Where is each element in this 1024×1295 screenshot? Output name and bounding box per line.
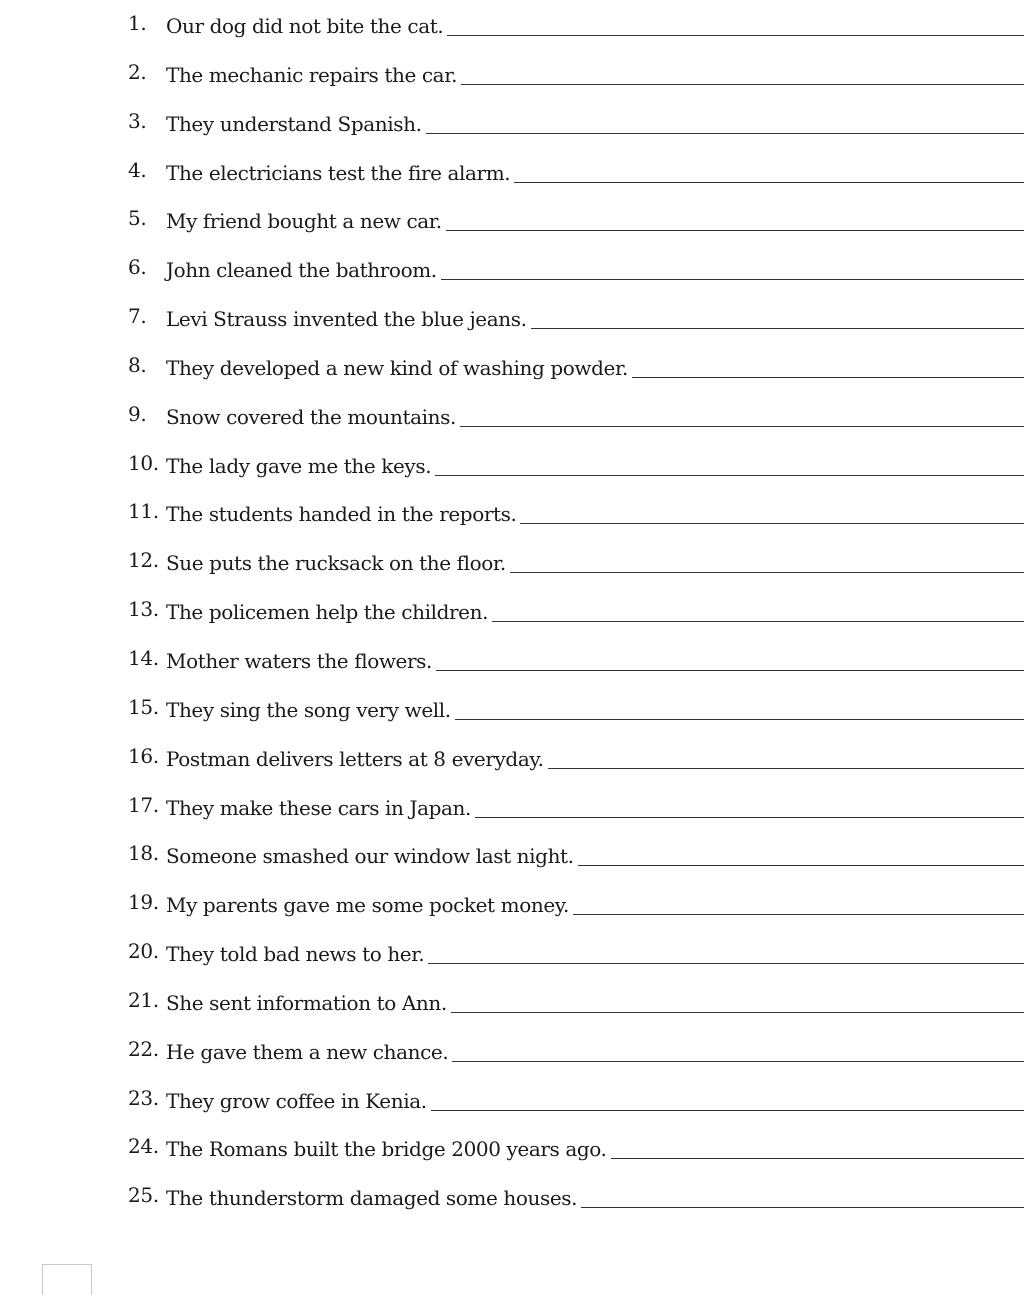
list-item xyxy=(0,201,1024,250)
item-number: 23. xyxy=(128,1085,159,1110)
list-item xyxy=(0,934,1024,983)
answer-blank[interactable] xyxy=(492,620,1024,622)
item-number: 18. xyxy=(128,841,159,866)
item-number: 1. xyxy=(128,11,147,35)
item-line xyxy=(166,939,1024,966)
item-line xyxy=(166,744,1024,771)
item-line xyxy=(166,988,1024,1015)
item-sentence: They grow coffee in Kenia. xyxy=(166,1088,427,1113)
item-sentence: My parents gave me some pocket money. xyxy=(166,893,569,918)
item-sentence: The mechanic repairs the car. xyxy=(166,62,458,87)
answer-blank[interactable] xyxy=(573,913,1024,915)
item-number: 7. xyxy=(128,304,147,329)
item-number: 19. xyxy=(128,890,159,915)
answer-blank[interactable] xyxy=(531,327,1024,329)
answer-blank[interactable] xyxy=(428,962,1024,964)
item-line xyxy=(166,206,1024,233)
item-sentence: The lady gave me the keys. xyxy=(166,453,432,478)
item-number: 9. xyxy=(128,401,147,426)
item-sentence: The students handed in the reports. xyxy=(166,502,517,527)
list-item xyxy=(0,739,1024,788)
item-line xyxy=(166,353,1024,380)
item-line xyxy=(166,1183,1024,1210)
answer-blank[interactable] xyxy=(441,278,1024,280)
answer-blank[interactable] xyxy=(520,522,1024,524)
answer-blank[interactable] xyxy=(514,181,1024,183)
list-item xyxy=(0,397,1024,446)
list-item xyxy=(0,983,1024,1032)
item-line xyxy=(166,11,1024,38)
list-item xyxy=(0,299,1024,348)
list-item xyxy=(0,250,1024,299)
item-sentence: They developed a new kind of washing powder. xyxy=(166,355,628,380)
list-item xyxy=(0,543,1024,592)
list-item xyxy=(0,104,1024,153)
item-sentence: My friend bought a new car. xyxy=(166,209,442,234)
answer-blank[interactable] xyxy=(548,767,1024,769)
item-sentence: They understand Spanish. xyxy=(166,111,422,136)
answer-blank[interactable] xyxy=(431,1109,1024,1111)
exercise-list xyxy=(0,6,1024,1227)
list-item xyxy=(0,592,1024,641)
item-sentence: Mother waters the flowers. xyxy=(166,648,432,673)
item-line xyxy=(166,402,1024,429)
item-number: 3. xyxy=(128,108,147,133)
item-line xyxy=(166,1134,1024,1161)
item-sentence: Our dog did not bite the cat. xyxy=(166,14,444,38)
item-sentence: He gave them a new chance. xyxy=(166,1039,449,1064)
item-line xyxy=(166,695,1024,722)
item-sentence: Sue puts the rucksack on the floor. xyxy=(166,551,506,576)
item-sentence: Snow covered the mountains. xyxy=(166,404,456,429)
item-sentence: John cleaned the bathroom. xyxy=(166,258,437,283)
answer-blank[interactable] xyxy=(435,474,1024,476)
item-line xyxy=(166,60,1024,87)
item-sentence: The policemen help the children. xyxy=(166,600,489,625)
item-sentence: They sing the song very well. xyxy=(166,697,451,722)
list-item xyxy=(0,885,1024,934)
item-number: 6. xyxy=(128,255,147,280)
item-line xyxy=(166,890,1024,917)
item-number: 24. xyxy=(128,1134,159,1159)
item-number: 22. xyxy=(128,1036,159,1061)
item-number: 20. xyxy=(128,939,159,964)
list-item xyxy=(0,1129,1024,1178)
item-line xyxy=(166,793,1024,820)
answer-blank[interactable] xyxy=(460,425,1024,427)
list-item xyxy=(0,1178,1024,1227)
answer-blank[interactable] xyxy=(475,816,1024,818)
item-sentence: Levi Strauss invented the blue jeans. xyxy=(166,307,527,332)
list-item xyxy=(0,690,1024,739)
item-sentence: They make these cars in Japan. xyxy=(166,795,471,820)
list-item xyxy=(0,153,1024,202)
item-sentence: Postman delivers letters at 8 everyday. xyxy=(166,746,544,771)
answer-blank[interactable] xyxy=(452,1060,1024,1062)
answer-blank[interactable] xyxy=(447,34,1024,36)
item-line xyxy=(166,841,1024,868)
list-item xyxy=(0,494,1024,543)
item-number: 12. xyxy=(128,548,159,573)
list-item xyxy=(0,348,1024,397)
item-line xyxy=(166,255,1024,282)
list-item xyxy=(0,641,1024,690)
item-number: 17. xyxy=(128,792,159,817)
item-number: 15. xyxy=(128,694,159,719)
item-line xyxy=(166,548,1024,575)
item-number: 21. xyxy=(128,987,159,1012)
item-line xyxy=(166,499,1024,526)
answer-blank[interactable] xyxy=(455,718,1024,720)
item-number: 4. xyxy=(128,157,147,182)
item-line xyxy=(166,451,1024,478)
answer-blank[interactable] xyxy=(461,83,1024,85)
answer-blank[interactable] xyxy=(581,1206,1024,1208)
answer-blank[interactable] xyxy=(451,1011,1024,1013)
item-line xyxy=(166,646,1024,673)
item-number: 14. xyxy=(128,645,159,670)
answer-blank[interactable] xyxy=(578,864,1024,866)
item-number: 2. xyxy=(128,59,147,84)
item-line xyxy=(166,158,1024,185)
item-number: 16. xyxy=(128,743,159,768)
item-number: 10. xyxy=(128,450,159,475)
list-item xyxy=(0,446,1024,495)
item-sentence: The thunderstorm damaged some houses. xyxy=(166,1186,578,1211)
answer-blank[interactable] xyxy=(510,571,1024,573)
list-item xyxy=(0,55,1024,104)
item-number: 25. xyxy=(128,1183,159,1208)
item-line xyxy=(166,109,1024,136)
item-line xyxy=(166,1086,1024,1113)
list-item xyxy=(0,1032,1024,1081)
item-sentence: She sent information to Ann. xyxy=(166,990,447,1015)
list-item xyxy=(0,836,1024,885)
item-sentence: Someone smashed our window last night. xyxy=(166,844,574,869)
item-sentence: The electricians test the fire alarm. xyxy=(166,160,511,185)
item-number: 5. xyxy=(128,206,147,231)
item-number: 11. xyxy=(128,499,159,524)
item-number: 13. xyxy=(128,597,159,622)
answer-blank[interactable] xyxy=(436,669,1024,671)
answer-blank[interactable] xyxy=(632,376,1024,378)
item-sentence: The Romans built the bridge 2000 years ago. xyxy=(166,1137,607,1162)
answer-blank[interactable] xyxy=(446,229,1024,231)
list-item xyxy=(0,788,1024,837)
item-sentence: They told bad news to her. xyxy=(166,942,425,967)
answer-blank[interactable] xyxy=(611,1157,1024,1159)
answer-blank[interactable] xyxy=(426,132,1024,134)
item-number: 8. xyxy=(128,352,147,377)
list-item xyxy=(0,6,1024,55)
item-line xyxy=(166,304,1024,331)
list-item xyxy=(0,1081,1024,1130)
item-line xyxy=(166,597,1024,624)
item-line xyxy=(166,1037,1024,1064)
